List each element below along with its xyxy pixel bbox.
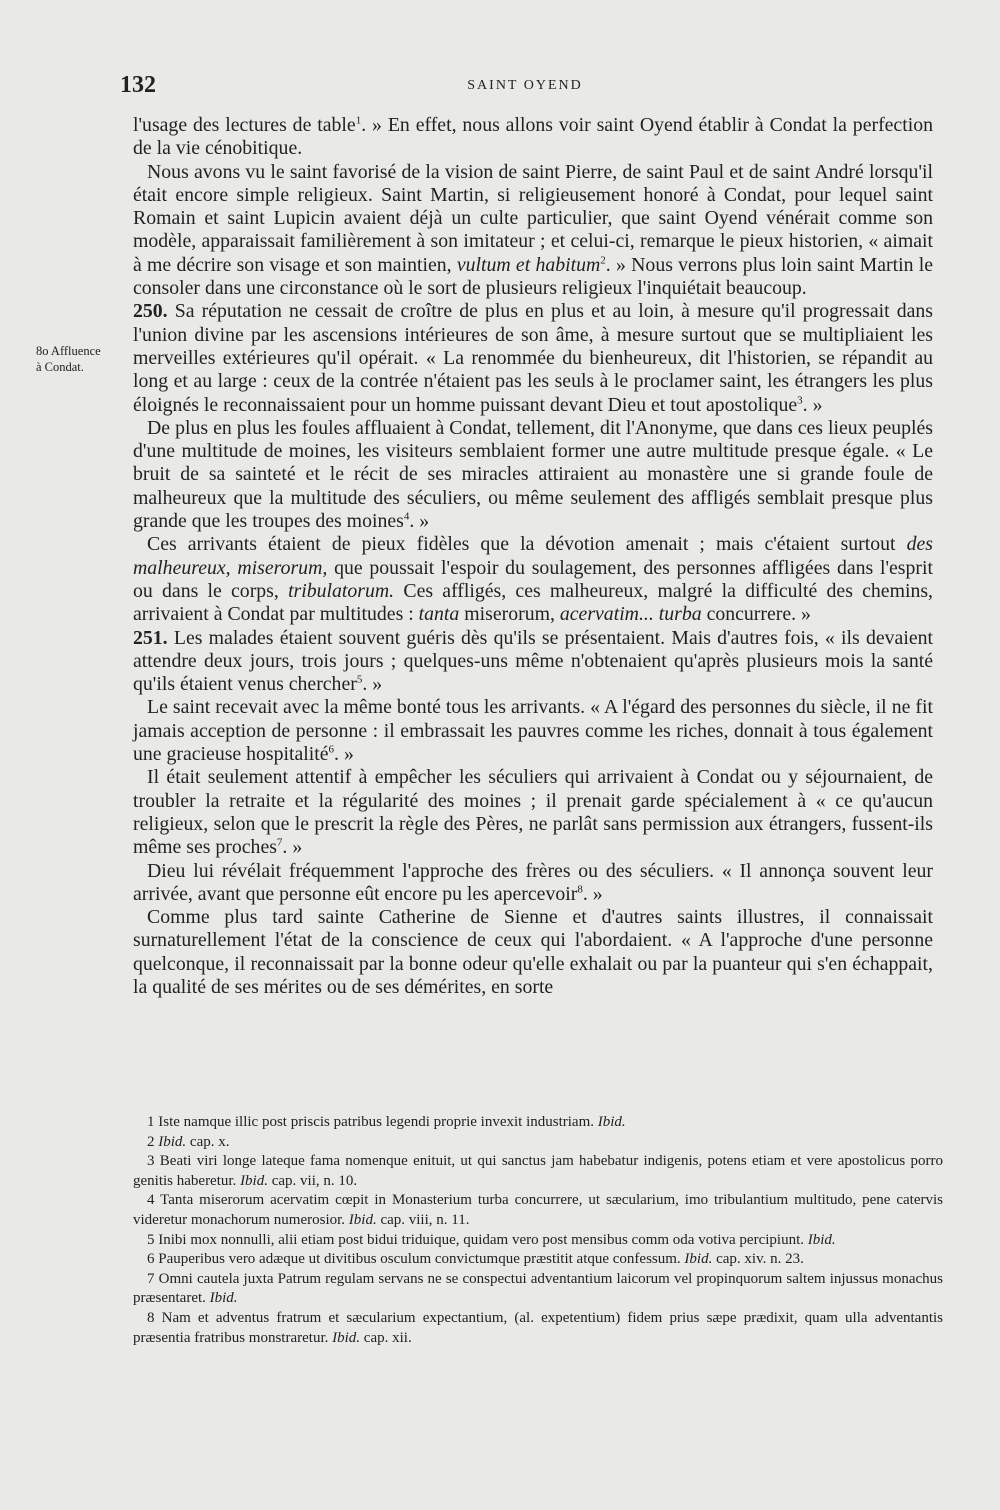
margin-note bbox=[36, 343, 126, 375]
footnote-ref: 3 bbox=[797, 393, 803, 406]
body-text bbox=[133, 114, 933, 999]
footnote: 1 Iste namque illic post priscis patribus legendi proprie invexit industriam. Ibid. bbox=[147, 1114, 626, 1130]
footnote-ref: 7 bbox=[276, 836, 283, 849]
paragraph: Ces arrivants étaient de pieux fidèles que la dévotion amenait ; mais c'étaient surtout des malheureux, miserorum, que poussait l'espoir du soulagement, des personnes affligées dans l'esprit ou dans le corps, tribulatorum. Ces affligés, ces malheureux, malgré la difficulté des chemins, arrivaient à Condat par multitudes : tanta miserorum, acervatim... turba concurrere. » bbox=[133, 533, 933, 626]
footnote-ref: 4 bbox=[403, 510, 410, 523]
paragraph: Comme plus tard sainte Catherine de Sienne et d'autres saints illustres, il connaissait surnaturellement l'état de la conscience de ceux qui l'abordaient. « A l'approche d'une personne quelconque, il reconnaissait par la bonne odeur qu'elle exhalait ou par la puanteur qui s'en échappait, la qualité de ses mérites ou de ses démérites, en sorte bbox=[133, 906, 933, 998]
footnote-ref: 5 bbox=[356, 673, 363, 686]
paragraph: 251. Les malades étaient souvent guéris dès qu'ils se présentaient. Mais d'autres fois, « ils devaient attendre deux jours, trois jours ; quelques-uns même n'obtenaient qu'après plusieurs mois la santé qu'ils étaient venus chercher$^5$. » bbox=[133, 626, 933, 696]
paragraph: l'usage des lectures de table$^1$. » En effet, nous allons voir saint Oyend établir à Condat la perfection de la vie cénobitique. bbox=[133, 114, 933, 160]
paragraph: 250. Sa réputation ne cessait de croître de plus en plus et au loin, à mesure qu'il progressait dans l'union divine par les ascensions intérieures de son âme, à mesure surtout que se multipliaient les merveilles extérieures qu'il opérait. « La renommée du bienheureux, dit l'historien, se répandit au long et au large : ceux de la contrée n'étaient pas les seuls à le proclamer saint, les étrangers les plus éloignés le reconnaissaient pour un homme puissant devant Dieu et tout apostolique$^3$. » bbox=[133, 300, 933, 416]
paragraph-number: 251. bbox=[133, 626, 168, 649]
footnote-ref: 1 bbox=[355, 114, 362, 127]
paragraph: Nous avons vu le saint favorisé de la vision de saint Pierre, de saint Paul et de saint André lorsqu'il était encore simple religieux. Saint Martin, si religieusement honoré à Condat, pour lequel saint Romain et saint Lupicin avaient déjà un culte particulier, que saint Oyend vénérait comme son modèle, apparaissait familièrement à son imitateur ; et celui-ci, remarque le pieux historien, « aimait à me décrire son visage et son maintien, vultum et habitum$^2$. » Nous verrons plus loin saint Martin le consoler dans une circonstance où le sort de plusieurs religieux l'inquiétait beaucoup. bbox=[133, 160, 933, 300]
page-number: 132 bbox=[120, 72, 156, 98]
paragraph-number: 250. bbox=[133, 300, 168, 323]
page-header bbox=[120, 72, 930, 102]
footnote: 4 Tanta miserorum acervatim cœpit in Monasterium turba concurrere, ut sæcularium, imo tribulantium multitudo, pene catervis videretur monachorum numerosior. Ibid. cap. viii, n. 11. bbox=[133, 1192, 943, 1228]
paragraph: Il était seulement attentif à empêcher les séculiers qui arrivaient à Condat ou y séjournaient, de troubler la retraite et la régularité des moines ; il prenait garde spécialement à « ce qu'aucun religieux, selon que le prescrit la règle des Pères, ne parlât sans permission aux étrangers, fussent-ils même ses proches$^7$. » bbox=[133, 766, 933, 859]
footnote: 6 Pauperibus vero adæque ut divitibus osculum convictumque præstitit atque confessum. Ibid. cap. xiv. n. 23. bbox=[147, 1251, 804, 1268]
footnote: 5 Inibi mox nonnulli, alii etiam post bidui triduique, quidam vero post mensibus comm oda votiva percipiunt. Ibid. bbox=[147, 1231, 836, 1248]
margin-note-line: à Condat. bbox=[36, 360, 84, 374]
footnote: 7 Omni cautela juxta Patrum regulam servans ne se conspectui adventantium laicorum vel propinquorum saltem injussus monachus præsentaret. Ibid. bbox=[133, 1270, 943, 1307]
paragraph: Dieu lui révélait fréquemment l'approche des frères ou des séculiers. « Il annonça souvent leur arrivée, avant que personne eût encore pu les apercevoir$^8$. » bbox=[133, 859, 933, 905]
footnote: 8 Nam et adventus fratrum et sæcularium expectantium, (al. expetentium) fidem prius sæpe prædixit, quam ulla adventantis præsentia fratribus monstraretur. Ibid. cap. xii. bbox=[133, 1309, 943, 1346]
footnote: 2 Ibid. cap. x. bbox=[147, 1133, 230, 1150]
footnote-ref: 6 bbox=[328, 743, 335, 756]
footnote: 3 Beati viri longe lateque fama nomenque enituit, ut qui sanctus jam habebatur indigenis, potens etiam et vere apostolicus porro genitis haberetur. Ibid. cap. vii, n. 10. bbox=[133, 1153, 944, 1189]
paragraph: Le saint recevait avec la même bonté tous les arrivants. « A l'égard des personnes du siècle, il ne fit jamais acception de personne : il embrassait les pauvres comme les riches, donnait à tous également une gracieuse hospitalité$^6$. » bbox=[133, 696, 933, 766]
paragraph: De plus en plus les foules affluaient à Condat, tellement, dit l'Anonyme, que dans ces lieux peuplés d'une multitude de moines, les visiteurs semblaient former une autre multitude presque égale. « Le bruit de sa sainteté et le récit de ses miracles attiraient au monastère une si grande foule de malheureux que la multitude des séculiers, ou même seulement des affligés semblait presque plus grande que les troupes des moines$^4$. » bbox=[133, 416, 933, 533]
margin-note-line: 8o Affluence bbox=[36, 344, 101, 358]
footnote-ref: 8 bbox=[577, 883, 583, 896]
footnote-ref: 2 bbox=[600, 254, 606, 267]
running-title: SAINT OYEND bbox=[467, 78, 583, 93]
footnotes bbox=[133, 1113, 943, 1348]
